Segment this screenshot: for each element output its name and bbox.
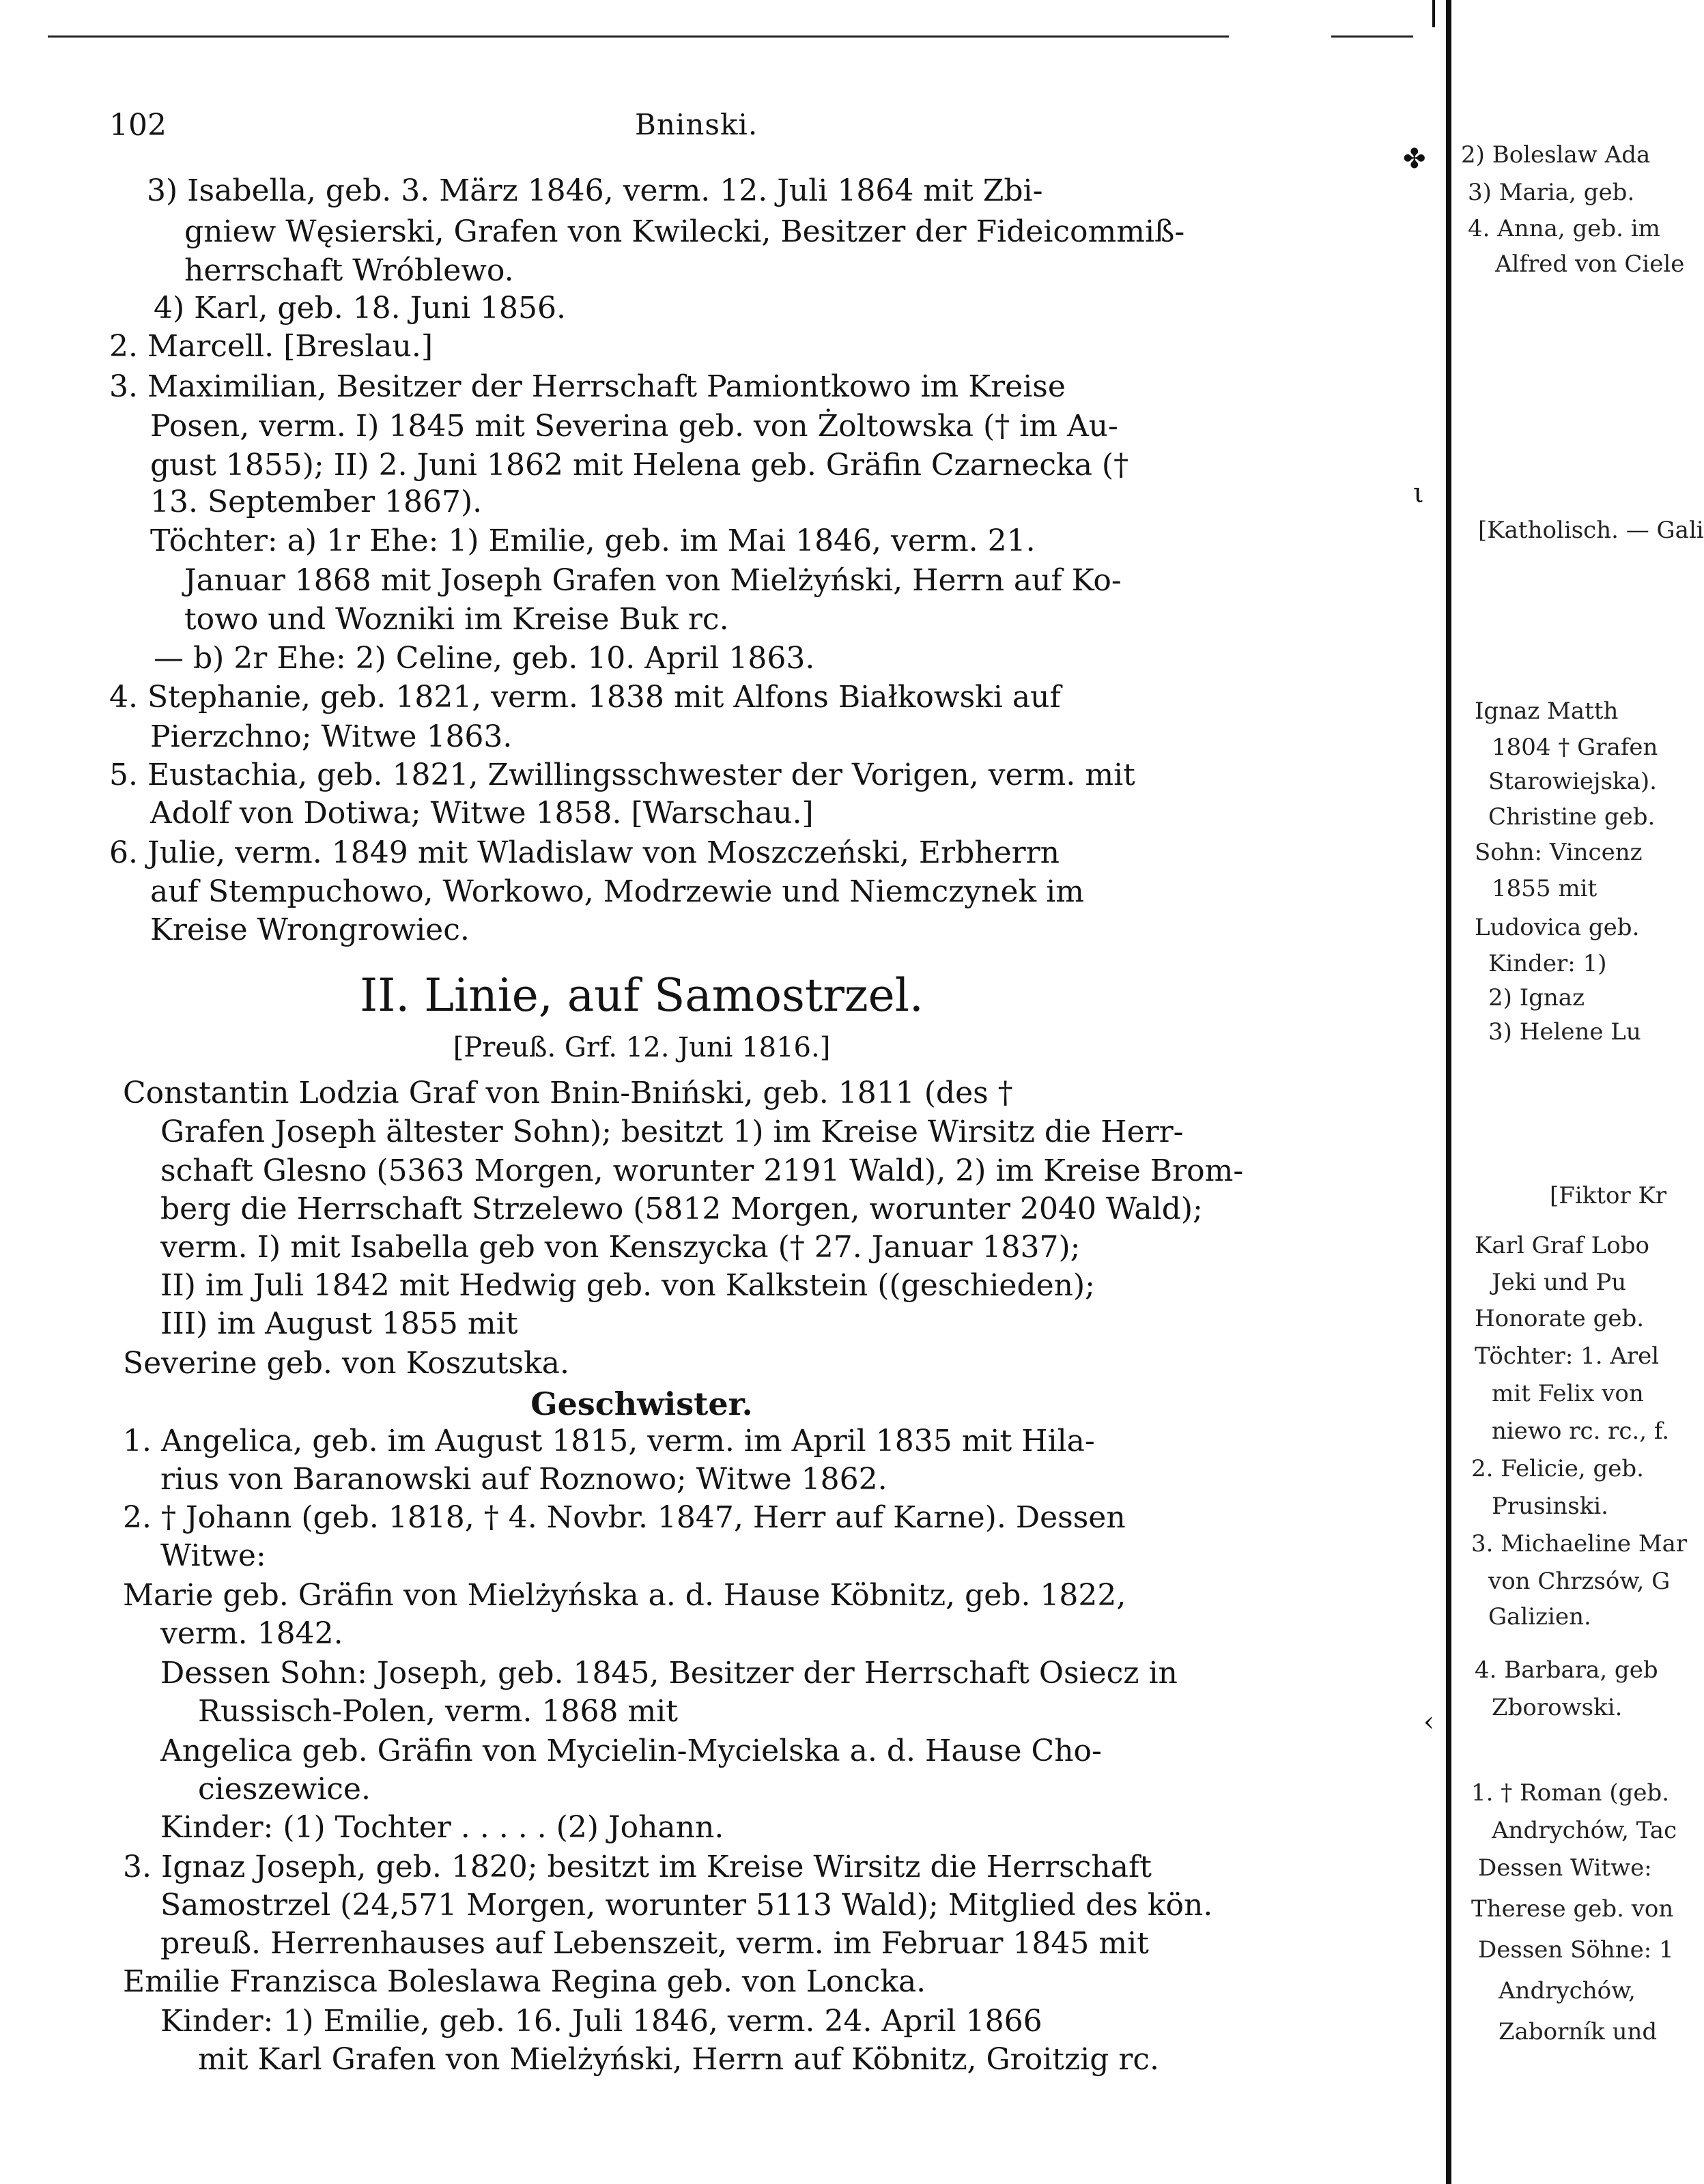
body-line: 4) Karl, geb. 18. Juni 1856.: [154, 291, 566, 326]
next-page-fragment: 4. Barbara, geb: [1475, 1656, 1658, 1684]
next-page-fragment: Jeki und Pu: [1492, 1269, 1627, 1296]
page-number: 102: [109, 108, 167, 143]
next-page-fragment: 2. Felicie, geb.: [1471, 1455, 1644, 1482]
next-page-fragment: 2) Boleslaw Ada: [1461, 141, 1651, 169]
next-page-fragment: [Katholisch. — Gali: [1478, 517, 1704, 544]
stray-mark: ‹: [1423, 1706, 1434, 1738]
next-page-fragment: Prusinski.: [1492, 1493, 1608, 1520]
body-line: 3) Isabella, geb. 3. März 1846, verm. 12. Juli 1864 mit Zbi-: [147, 173, 1043, 208]
next-page-fragment: Starowiejska).: [1488, 768, 1657, 795]
gutter-divider: [1446, 0, 1451, 2184]
head-line: Severine geb. von Koszutska.: [123, 1346, 569, 1381]
head-line: Grafen Joseph ältester Sohn); besitzt 1) im Kreise Wirsitz die Herr-: [160, 1115, 1184, 1149]
sibling-line: Kinder: (1) Tochter . . . . . (2) Johann.: [160, 1810, 724, 1845]
head-line: berg die Herrschaft Strzelewo (5812 Morgen, worunter 2040 Wald);: [160, 1192, 1203, 1226]
next-page-fragment: Zborowski.: [1492, 1694, 1623, 1721]
body-line: gniew Węsierski, Grafen von Kwilecki, Besitzer der Fideicommiß-: [184, 214, 1185, 249]
next-page-fragment: 1855 mit: [1492, 875, 1598, 902]
next-page-fragment: 3) Helene Lu: [1488, 1018, 1641, 1046]
body-line: gust 1855); II) 2. Juni 1862 mit Helena geb. Gräfin Czarnecka (†: [150, 448, 1129, 483]
next-page-fragment: 1. † Roman (geb.: [1471, 1779, 1670, 1807]
body-line: 5. Eustachia, geb. 1821, Zwillingsschwester der Vorigen, verm. mit: [109, 758, 1135, 792]
next-page-fragment: Therese geb. von: [1471, 1895, 1674, 1923]
next-page-fragment: Ignaz Matth: [1475, 698, 1619, 725]
top-rule-right: [1331, 35, 1413, 38]
stray-mark: ✤: [1403, 143, 1426, 175]
next-page-fragment: Töchter: 1. Arel: [1475, 1342, 1660, 1370]
sibling-line: Samostrzel (24,571 Morgen, worunter 5113 Wald); Mitglied des kön.: [160, 1888, 1213, 1923]
sibling-line: Dessen Sohn: Joseph, geb. 1845, Besitzer der Herrschaft Osiecz in: [160, 1656, 1178, 1691]
body-line: Posen, verm. I) 1845 mit Severina geb. von Żoltowska († im Au-: [150, 409, 1118, 444]
next-page-fragment: [Fiktor Kr: [1550, 1182, 1667, 1209]
sibling-line: Angelica geb. Gräfin von Mycielin-Mycielska a. d. Hause Cho-: [160, 1734, 1102, 1768]
next-page-fragment: 1804 † Grafen: [1492, 734, 1658, 761]
body-line: 13. September 1867).: [150, 485, 483, 519]
next-page-fragment: mit Felix von: [1492, 1380, 1644, 1407]
next-page-fragment: Andrychów,: [1499, 1977, 1636, 2005]
next-page-fragment: Ludovica geb.: [1475, 914, 1640, 941]
next-page-fragment: Dessen Söhne: 1: [1478, 1936, 1674, 1964]
next-page-fragment: Karl Graf Lobo: [1475, 1232, 1649, 1259]
sibling-line: Witwe:: [160, 1538, 266, 1573]
top-rule: [48, 35, 1229, 38]
sibling-line: 2. † Johann (geb. 1818, † 4. Novbr. 1847, Herr auf Karne). Dessen: [123, 1500, 1126, 1535]
next-page-fragment: 3) Maria, geb.: [1468, 179, 1635, 206]
section-heading: II. Linie, auf Samostrzel.: [360, 969, 924, 1022]
next-page-fragment: Kinder: 1): [1488, 950, 1607, 977]
body-line: 2. Marcell. [Breslau.]: [109, 329, 434, 364]
sibling-line: mit Karl Grafen von Mielżyński, Herrn auf Köbnitz, Groitzig rc.: [198, 2042, 1160, 2077]
body-line: Adolf von Dotiwa; Witwe 1858. [Warschau.]: [150, 796, 814, 831]
sibling-line: Marie geb. Gräfin von Mielżyńska a. d. Hause Köbnitz, geb. 1822,: [123, 1578, 1126, 1613]
body-line: auf Stempuchowo, Workowo, Modrzewie und Niemczynek im: [150, 874, 1084, 909]
next-page-fragment: Galizien.: [1488, 1603, 1591, 1630]
body-line: herrschaft Wróblewo.: [184, 253, 514, 288]
sibling-line: Russisch-Polen, verm. 1868 mit: [198, 1694, 678, 1729]
head-line: Constantin Lodzia Graf von Bnin-Bniński, geb. 1811 (des †: [123, 1076, 1013, 1110]
head-line: III) im August 1855 mit: [160, 1306, 518, 1341]
sibling-line: Emilie Franzisca Boleslawa Regina geb. von Loncka.: [123, 1964, 926, 1999]
head-line: verm. I) mit Isabella geb von Kenszycka († 27. Januar 1837);: [160, 1230, 1081, 1265]
sibling-line: 1. Angelica, geb. im August 1815, verm. im April 1835 mit Hila-: [123, 1424, 1095, 1459]
body-line: Januar 1868 mit Joseph Grafen von Mielżyński, Herrn auf Ko-: [184, 563, 1122, 598]
next-page-fragment: Andrychów, Tac: [1492, 1817, 1677, 1844]
head-line: schaft Glesno (5363 Morgen, worunter 2191 Wald), 2) im Kreise Brom-: [160, 1153, 1244, 1188]
next-page-fragment: 4. Anna, geb. im: [1468, 215, 1660, 242]
next-page-fragment: Dessen Witwe:: [1478, 1854, 1652, 1882]
head-line: II) im Juli 1842 mit Hedwig geb. von Kalkstein ((geschieden);: [160, 1268, 1095, 1303]
next-page-fragment: Zaborník und: [1499, 2018, 1658, 2045]
siblings-heading: Geschwister.: [530, 1385, 753, 1422]
next-page-fragment: 2) Ignaz: [1488, 984, 1585, 1011]
gutter-top-mark: [1432, 0, 1435, 27]
body-line: Töchter: a) 1r Ehe: 1) Emilie, geb. im Mai 1846, verm. 21.: [150, 523, 1036, 558]
next-page-fragment: Alfred von Ciele: [1495, 250, 1685, 278]
body-line: 6. Julie, verm. 1849 mit Wladislaw von Moszczeński, Erbherrn: [109, 835, 1060, 870]
section-subheading: [Preuß. Grf. 12. Juni 1816.]: [453, 1032, 831, 1063]
next-page-fragment: niewo rc. rc., f.: [1492, 1418, 1670, 1445]
sibling-line: preuß. Herrenhauses auf Lebenszeit, verm. im Februar 1845 mit: [160, 1926, 1149, 1961]
next-page-fragment: 3. Michaeline Mar: [1471, 1530, 1688, 1557]
body-line: Pierzchno; Witwe 1863.: [150, 719, 513, 754]
sibling-line: cieszewice.: [198, 1772, 371, 1807]
next-page-fragment: Sohn: Vincenz: [1475, 839, 1643, 866]
next-page-fragment: von Chrzsów, G: [1488, 1568, 1671, 1595]
sibling-line: 3. Ignaz Joseph, geb. 1820; besitzt im Kreise Wirsitz die Herrschaft: [123, 1850, 1152, 1884]
body-line: towo und Wozniki im Kreise Buk rc.: [184, 602, 729, 637]
body-line: Kreise Wrongrowiec.: [150, 913, 470, 947]
body-line: 3. Maximilian, Besitzer der Herrschaft Pamiontkowo im Kreise: [109, 369, 1066, 404]
sibling-line: Kinder: 1) Emilie, geb. 16. Juli 1846, verm. 24. April 1866: [160, 2004, 1042, 2039]
running-head: Bninski.: [635, 108, 758, 141]
body-line: 4. Stephanie, geb. 1821, verm. 1838 mit Alfons Białkowski auf: [109, 680, 1061, 715]
body-line: — b) 2r Ehe: 2) Celine, geb. 10. April 1863.: [154, 641, 815, 676]
next-page-fragment: Christine geb.: [1488, 803, 1656, 831]
next-page-fragment: Honorate geb.: [1475, 1305, 1645, 1332]
stray-mark: ι: [1413, 478, 1424, 509]
sibling-line: rius von Baranowski auf Roznowo; Witwe 1862.: [160, 1462, 888, 1497]
sibling-line: verm. 1842.: [160, 1616, 343, 1651]
